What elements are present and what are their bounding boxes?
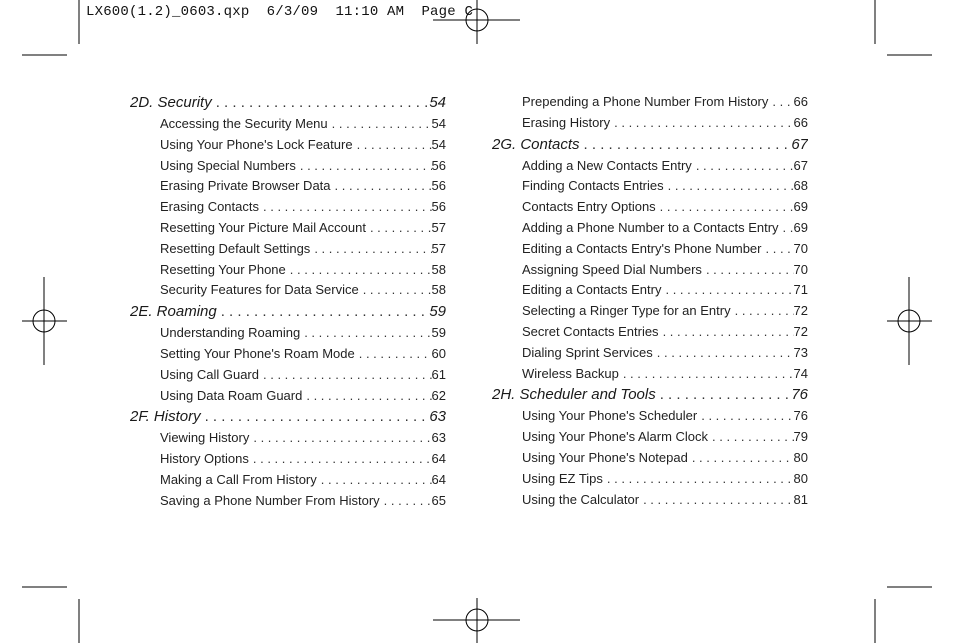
toc-entry[interactable]: [130, 388, 446, 409]
toc-leader-dots: [584, 136, 792, 153]
toc-page-number: 62: [431, 387, 446, 403]
toc-title: Resetting Your Phone: [160, 261, 286, 277]
toc-leader-dots: [623, 366, 794, 381]
toc-title: Using Your Phone's Scheduler: [522, 408, 698, 424]
toc-page-number: 63: [431, 430, 446, 446]
toc-title: Setting Your Phone's Roam Mode: [160, 345, 355, 361]
toc-title: Using Your Phone's Lock Feature: [160, 136, 353, 152]
toc-title: 2E. Roaming: [130, 303, 217, 321]
toc-page-number: 64: [431, 451, 446, 467]
toc-leader-dots: [290, 262, 432, 277]
toc-page-number: 56: [431, 199, 446, 215]
toc-leader-dots: [643, 492, 793, 507]
toc-title: 2H. Scheduler and Tools: [492, 386, 656, 404]
toc-leader-dots: [692, 450, 794, 465]
toc-entry[interactable]: [130, 241, 446, 262]
toc-title: Using Data Roam Guard: [160, 387, 303, 403]
toc-page-number: 68: [793, 178, 808, 194]
toc-leader-dots: [370, 220, 432, 235]
toc-leader-dots: [712, 429, 794, 444]
toc-entry[interactable]: [492, 366, 808, 387]
toc-page-number: 67: [791, 135, 808, 153]
toc-entry[interactable]: [130, 325, 446, 346]
toc-column-right: [492, 94, 808, 512]
toc-leader-dots: [306, 388, 431, 403]
toc-entry[interactable]: [130, 158, 446, 179]
toc-entry[interactable]: [130, 451, 446, 472]
toc-entry[interactable]: [492, 303, 808, 324]
toc-page-number: 57: [431, 219, 446, 235]
toc-page-number: 72: [793, 323, 808, 339]
toc-leader-dots: [696, 158, 794, 173]
toc-entry[interactable]: [492, 429, 808, 450]
toc-page-number: 73: [793, 344, 808, 360]
toc-entry[interactable]: [130, 178, 446, 199]
toc-page-number: 54: [431, 116, 446, 131]
toc-entry[interactable]: [130, 430, 446, 451]
toc-title: Understanding Roaming: [160, 325, 301, 341]
toc-title: Using Your Phone's Notepad: [522, 449, 688, 465]
toc-page-number: 71: [793, 282, 808, 298]
toc-leader-dots: [701, 408, 793, 423]
toc-title: Contacts Entry Options: [522, 199, 656, 215]
toc-title: Using Call Guard: [160, 366, 259, 382]
toc-page-number: 70: [793, 261, 808, 277]
toc-page-number: 58: [431, 261, 446, 277]
toc-page-number: 63: [429, 408, 446, 426]
toc-page-number: 80: [793, 470, 808, 486]
toc-title: Editing a Contacts Entry: [522, 282, 662, 298]
toc-page-number: 54: [429, 94, 446, 111]
toc-title: Using Your Phone's Alarm Clock: [522, 429, 709, 445]
toc-page-number: 56: [431, 178, 446, 194]
toc-entry[interactable]: [130, 472, 446, 493]
toc-entry[interactable]: [492, 94, 808, 115]
toc-leader-dots: [253, 451, 432, 466]
toc-page-number: 69: [793, 219, 808, 235]
toc-title: 2G. Contacts: [492, 135, 580, 153]
toc-entry[interactable]: [130, 137, 446, 158]
toc-entry[interactable]: [492, 199, 808, 220]
toc-leader-dots: [660, 386, 792, 403]
toc-entry[interactable]: [492, 471, 808, 492]
toc-column-left: [130, 94, 446, 514]
toc-leader-dots: [607, 471, 794, 486]
toc-leader-dots: [216, 94, 430, 111]
toc-leader-dots: [657, 345, 794, 360]
toc-page-number: 70: [793, 240, 808, 256]
toc-title: 2F. History: [130, 408, 201, 426]
toc-leader-dots: [363, 282, 432, 297]
toc-entry[interactable]: [130, 367, 446, 388]
toc-title: Making a Call From History: [160, 471, 317, 487]
toc-section-heading[interactable]: [492, 136, 808, 158]
toc-page-number: 76: [793, 408, 808, 424]
toc-page-number: 74: [793, 365, 808, 381]
toc-leader-dots: [735, 303, 794, 318]
toc-title: Security Features for Data Service: [160, 282, 359, 298]
toc-entry[interactable]: [130, 493, 446, 514]
toc-leader-dots: [384, 493, 432, 508]
toc-title: History Options: [160, 451, 249, 467]
toc-title: Adding a New Contacts Entry: [522, 157, 692, 173]
toc-entry[interactable]: [492, 450, 808, 471]
toc-title: Using EZ Tips: [522, 470, 603, 486]
toc-leader-dots: [263, 367, 432, 382]
toc-page-number: 57: [431, 240, 446, 256]
toc-leader-dots: [663, 324, 794, 339]
toc-page-number: 81: [793, 491, 808, 507]
toc-entry[interactable]: [130, 262, 446, 283]
toc-title: Accessing the Security Menu: [160, 116, 328, 131]
toc-entry[interactable]: [492, 241, 808, 262]
toc-page-number: 64: [431, 471, 446, 487]
toc-page-number: 59: [431, 325, 446, 341]
toc-leader-dots: [359, 346, 432, 361]
toc-entry[interactable]: [130, 282, 446, 303]
toc-page-number: 69: [793, 199, 808, 215]
toc-page-number: 61: [431, 366, 446, 382]
toc-title: Adding a Phone Number to a Contacts Entry: [522, 219, 779, 235]
toc-title: Using the Calculator: [522, 491, 640, 507]
toc-page-number: 79: [793, 429, 808, 445]
toc-title: Selecting a Ringer Type for an Entry: [522, 303, 731, 319]
toc-page-number: 58: [431, 282, 446, 298]
toc-entry[interactable]: [130, 220, 446, 241]
toc-page-number: 76: [791, 386, 808, 404]
toc-title: Wireless Backup: [522, 365, 619, 381]
toc-page-number: 72: [793, 303, 808, 319]
toc-page-number: 56: [431, 157, 446, 173]
toc-section-heading[interactable]: [130, 303, 446, 325]
print-slug: LX600(1.2)_0603.qxp 6/3/09 11:10 AM Page C: [86, 4, 474, 20]
toc-leader-dots: [357, 137, 432, 152]
toc-leader-dots: [221, 303, 430, 320]
toc-leader-dots: [660, 199, 794, 214]
toc-page-number: 66: [793, 94, 808, 109]
toc-page-number: 80: [793, 449, 808, 465]
toc-entry[interactable]: [492, 345, 808, 366]
toc-title: Assigning Speed Dial Numbers: [522, 261, 702, 277]
toc-entry[interactable]: [130, 116, 446, 137]
toc-leader-dots: [263, 199, 432, 214]
toc-leader-dots: [783, 220, 794, 235]
toc-page-number: 65: [431, 492, 446, 508]
toc-entry[interactable]: [492, 115, 808, 136]
toc-entry[interactable]: [492, 408, 808, 429]
toc-leader-dots: [332, 116, 432, 131]
toc-title: Viewing History: [160, 430, 250, 446]
toc-title: Dialing Sprint Services: [522, 344, 653, 360]
toc-section-heading[interactable]: [492, 386, 808, 408]
toc-title: Editing a Contacts Entry's Phone Number: [522, 240, 762, 256]
toc-leader-dots: [321, 472, 432, 487]
toc-title: Resetting Default Settings: [160, 240, 311, 256]
toc-page-number: 59: [429, 303, 446, 321]
toc-entry[interactable]: [492, 262, 808, 283]
toc-page-number: 67: [793, 157, 808, 173]
toc-page-number: 60: [431, 345, 446, 361]
toc-section-heading[interactable]: [130, 408, 446, 430]
toc-entry[interactable]: [492, 324, 808, 345]
toc-leader-dots: [335, 178, 432, 193]
toc-leader-dots: [205, 408, 430, 425]
toc-entry[interactable]: [492, 220, 808, 241]
toc-title: Erasing Private Browser Data: [160, 178, 331, 194]
toc-entry[interactable]: [492, 178, 808, 199]
toc-title: Prepending a Phone Number From History: [522, 94, 769, 109]
toc-entry[interactable]: [130, 199, 446, 220]
toc-page-number: 66: [793, 114, 808, 130]
toc-leader-dots: [304, 325, 431, 340]
toc-section-heading[interactable]: [130, 94, 446, 116]
toc-title: Resetting Your Picture Mail Account: [160, 219, 366, 235]
toc-title: Erasing History: [522, 114, 611, 130]
toc-page-number: 54: [431, 136, 446, 152]
toc-leader-dots: [665, 282, 793, 297]
toc-leader-dots: [314, 241, 431, 256]
toc-leader-dots: [253, 430, 431, 445]
toc-leader-dots: [766, 241, 794, 256]
toc-leader-dots: [300, 158, 432, 173]
toc-title: Secret Contacts Entries: [522, 323, 659, 339]
toc-leader-dots: [772, 94, 793, 109]
toc-entry[interactable]: [492, 282, 808, 303]
toc-title: Using Special Numbers: [160, 157, 296, 173]
toc-leader-dots: [614, 115, 793, 130]
toc-entry[interactable]: [492, 158, 808, 179]
toc-title: Erasing Contacts: [160, 199, 259, 215]
toc-entry[interactable]: [130, 346, 446, 367]
toc-entry[interactable]: [492, 492, 808, 513]
toc-title: Finding Contacts Entries: [522, 178, 664, 194]
toc-title: Saving a Phone Number From History: [160, 492, 380, 508]
toc-leader-dots: [668, 178, 794, 193]
toc-leader-dots: [706, 262, 794, 277]
toc-title: 2D. Security: [130, 94, 212, 111]
